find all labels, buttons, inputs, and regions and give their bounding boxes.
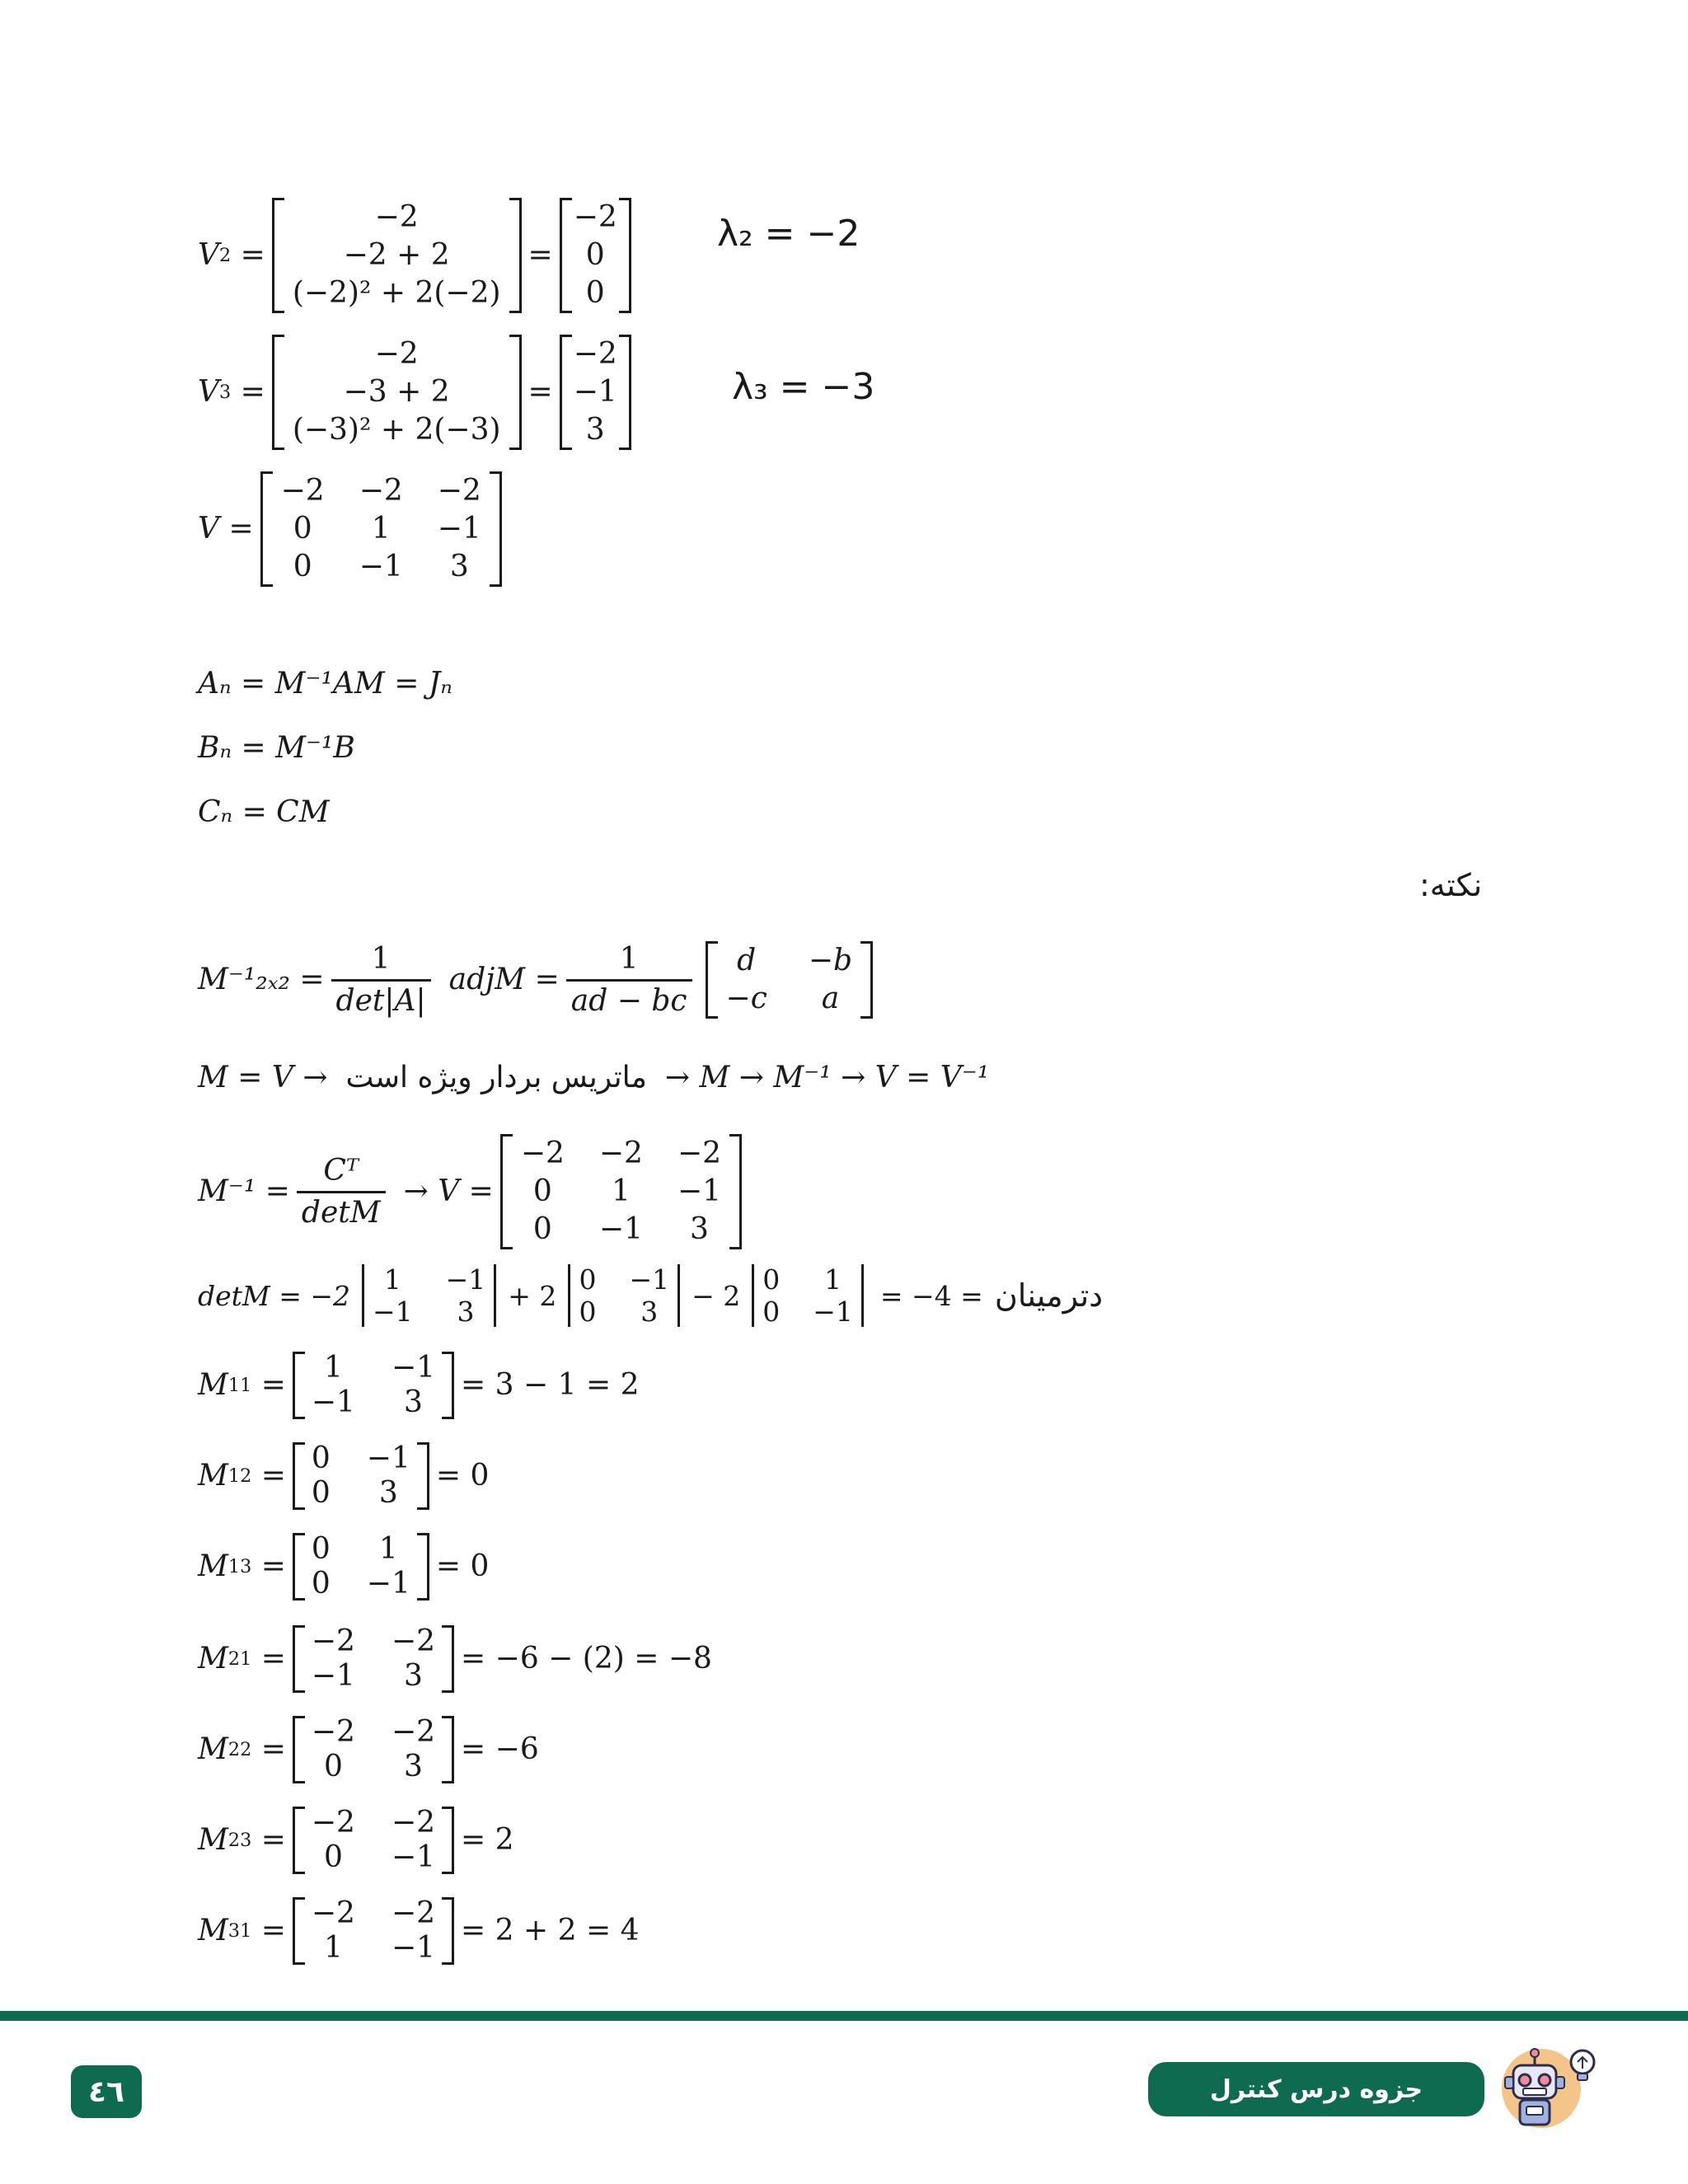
v-matrix-cell: 1 [371, 512, 391, 546]
minor-matrix: 0 −1 0 3 [293, 1442, 429, 1510]
minv-v-cell: −1 [677, 1174, 722, 1208]
minor-m22: M 22 = −2 −2 0 3 = −6 [198, 1715, 539, 1783]
note-label: نکته: [1419, 867, 1483, 903]
mv-end: → M → M⁻¹ → V = V⁻¹ [664, 1061, 990, 1094]
minor-matrix: 1 −1 −1 3 [293, 1352, 454, 1419]
minor-matrix: 0 1 0 −1 [293, 1533, 429, 1601]
minor-result: = 0 [435, 1459, 490, 1493]
v-matrix-cell: 0 [293, 550, 312, 583]
v3-lhs: V [198, 375, 219, 409]
det-op-1: + 2 [508, 1279, 557, 1312]
adj-matrix-cell: −c [725, 982, 767, 1015]
eq-minv-ct [198, 1134, 748, 1249]
minor-result: = −6 − (2) = −8 [461, 1642, 712, 1675]
adj-matrix-cell: −b [808, 944, 853, 977]
minv-arrow: → V = [403, 1174, 494, 1208]
lambda-3: λ₃ = −3 [732, 366, 875, 408]
v-matrix-cell: −1 [437, 512, 481, 546]
footer-divider [0, 2011, 1688, 2021]
det-lhs: detM = −2 [198, 1279, 350, 1312]
v3-result-matrix [560, 335, 631, 450]
minv-v-cell: 1 [611, 1174, 631, 1208]
minor-m31: M 31 = −2 −2 1 −1 = 2 + 2 = 4 [198, 1896, 640, 1965]
minv-v-cell: −2 [598, 1137, 643, 1170]
minv-fraction: $\frac{\text{Cᵀ}}{\det M}$ [297, 1156, 386, 1228]
mv-start: M = V → [198, 1061, 328, 1094]
minv-v-cell: −1 [598, 1212, 643, 1246]
minor-matrix: −2 −2 0 −1 [293, 1807, 454, 1874]
v2-col-cell: −2 [374, 200, 419, 234]
v-matrix-cell: 3 [449, 550, 469, 583]
v2-col-cell: −2 + 2 [343, 238, 450, 272]
eq-v2: V 2 = −2 −2 + 2 (−2)² + 2(−2) = −2 0 0 [198, 198, 638, 313]
minor-result: = −6 [461, 1732, 539, 1766]
v-matrix [260, 471, 502, 587]
v-matrix-cell: −1 [359, 550, 403, 583]
v2-res-cell: 0 [585, 276, 605, 310]
v-matrix-lhs: V = [198, 512, 254, 546]
minv-v-cell: 3 [690, 1212, 709, 1246]
adj-matrix-cell: d [737, 944, 757, 977]
minv-v-cell: 0 [532, 1174, 552, 1208]
v2-col-matrix [272, 198, 522, 313]
minor-matrix: −2 −2 1 −1 [293, 1897, 454, 1965]
v3-col-cell: −3 + 2 [343, 375, 450, 409]
inverse-fraction-2: $\frac{1}{ad - bc}$ [566, 944, 692, 1016]
eq-v-matrix [198, 471, 509, 587]
page-number: ٤٦ [71, 2065, 142, 2118]
inverse-fraction-1: $\frac{1}{\det|A|}$ [331, 944, 431, 1016]
course-title-badge: جزوه درس کنترل [1148, 2062, 1484, 2116]
v3-res-cell: −1 [573, 375, 617, 409]
eq-an: Aₙ = M⁻¹AM = Jₙ [198, 667, 452, 701]
v3-res-cell: 3 [585, 413, 605, 447]
minv-v-cell: 0 [532, 1212, 552, 1246]
det-minor-2: 0 −1 0 3 [563, 1264, 685, 1327]
v-matrix-cell: −2 [437, 474, 481, 508]
minor-result: = 3 − 1 = 2 [461, 1368, 640, 1402]
det-persian: دترمینان [994, 1277, 1104, 1314]
adj-matrix [706, 941, 874, 1019]
minor-m13: M 13 = 0 1 0 −1 = 0 [198, 1532, 490, 1601]
v2-res-cell: −2 [573, 200, 617, 234]
eq-cn: Cₙ = CM [198, 795, 330, 829]
robot-lightbulb-icon [1490, 2041, 1606, 2133]
det-result: = −4 = [879, 1279, 983, 1312]
v2-col-cell: (−2)² + 2(−2) [292, 276, 501, 310]
mv-persian: ماتریس بردار ویژه است [345, 1061, 647, 1094]
minor-m23: M 23 = −2 −2 0 −1 = 2 [198, 1806, 514, 1874]
minv-v-cell: −2 [520, 1137, 565, 1170]
minor-m12: M 12 = 0 −1 0 3 = 0 [198, 1441, 490, 1510]
v2-lhs: V [198, 238, 219, 272]
eq-bn: Bₙ = M⁻¹B [198, 731, 355, 765]
minv-v-cell: −2 [677, 1137, 722, 1170]
lambda-2: λ₂ = −2 [717, 213, 860, 255]
minor-matrix: −2 −2 0 3 [293, 1716, 454, 1783]
eq-v3: V 3 = −2 −3 + 2 (−3)² + 2(−3) = −2 −1 3 [198, 335, 638, 450]
v3-col-cell: (−3)² + 2(−3) [292, 413, 501, 447]
v2-result-matrix [560, 198, 631, 313]
det-minor-1: 1 −1 −1 3 [357, 1264, 501, 1327]
v-matrix-cell: −2 [280, 474, 325, 508]
v3-col-matrix [272, 335, 522, 450]
minor-result: = 2 [461, 1823, 514, 1857]
v-matrix-cell: 0 [293, 512, 312, 546]
minor-result: = 2 + 2 = 4 [461, 1914, 640, 1947]
v3-res-cell: −2 [573, 337, 617, 371]
minor-result: = 0 [435, 1549, 490, 1583]
eq-m-equals-v [198, 1063, 989, 1093]
adj-matrix-cell: a [821, 982, 840, 1015]
minv-v-matrix [500, 1134, 742, 1249]
v2-res-cell: 0 [585, 238, 605, 272]
minor-m11: M 11 = 1 −1 −1 3 = 3 − 1 = 2 [198, 1351, 640, 1419]
v3-col-cell: −2 [374, 337, 419, 371]
det-minor-3: 0 1 0 −1 [747, 1264, 869, 1327]
det-op-2: − 2 [692, 1279, 741, 1312]
inverse-lhs: M⁻¹₂ₓ₂ = [198, 963, 325, 996]
eq-det [198, 1264, 1103, 1327]
adj-label: adjM = [448, 963, 560, 996]
minor-matrix: −2 −2 −1 3 [293, 1625, 454, 1693]
minv-lhs: M⁻¹ = [198, 1174, 290, 1208]
minor-m21: M 21 = −2 −2 −1 3 = −6 − (2) = −8 [198, 1624, 712, 1693]
v-matrix-cell: −2 [359, 474, 403, 508]
eq-inverse-2x2 [198, 941, 879, 1019]
